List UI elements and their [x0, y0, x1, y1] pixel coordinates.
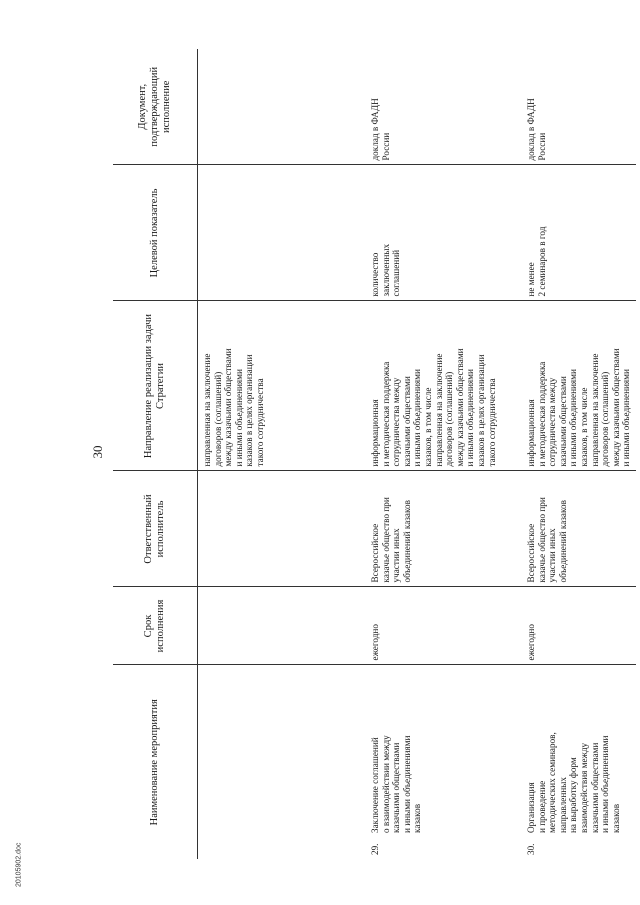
cell-text-line: и методическая поддержка	[536, 361, 547, 467]
cell-direction	[522, 301, 636, 471]
cell-text-line: казачье общество при	[536, 497, 547, 583]
cell-name	[198, 665, 367, 859]
cell-name	[366, 665, 522, 859]
cell-indicator	[366, 165, 522, 301]
cell-text-line: информационная	[370, 399, 380, 467]
cell-text-line: Организация	[526, 782, 536, 833]
cell-text-line: между казачьими обществами	[610, 348, 621, 467]
header-executor: Ответственный исполнитель	[113, 471, 198, 587]
cell-text-line: казаков	[412, 803, 423, 833]
cell-text-line: и иными объединениями	[568, 369, 579, 467]
table-row	[522, 49, 636, 859]
cell-text-line: 2 семинаров в год	[536, 226, 547, 297]
cell-text-line: России	[380, 132, 391, 161]
cell-text-line: доклад в ФАДН	[370, 98, 380, 161]
cell-text-line: методических семинаров,	[547, 732, 558, 833]
cell-executor	[366, 471, 522, 587]
row-number: 29.	[370, 843, 380, 855]
cell-text-line: количество	[370, 252, 380, 297]
header-term: Срок исполнения	[113, 587, 198, 665]
cell-text-line: участии иных	[391, 528, 402, 583]
cell-text-line: направленная на заключение	[589, 353, 600, 467]
cell-text-line: договоров (соглашений)	[212, 371, 223, 467]
cell-direction	[366, 301, 522, 471]
cell-text-line: соглашений	[391, 249, 402, 297]
cell-term	[198, 587, 367, 665]
table-row	[366, 49, 522, 859]
page-number: 30	[90, 445, 105, 459]
cell-text-line: направленных	[557, 777, 568, 833]
cell-direction	[198, 301, 367, 471]
cell-text-line: договоров (соглашений)	[600, 371, 611, 467]
cell-text-line: объединений казаков	[401, 500, 412, 583]
cell-text-line: казаков	[610, 803, 621, 833]
header-direction: Направление реализации задачи Стратегии	[113, 301, 198, 471]
cell-text-line: информационная	[526, 399, 536, 467]
cell-text-line: казаков, в том числе	[422, 387, 433, 467]
cell-term	[522, 587, 636, 665]
cell-text-line: сотрудничества между	[391, 377, 402, 467]
file-footer-label: 20105902.doc	[15, 842, 23, 887]
header-event-name: Наименование мероприятия	[113, 665, 198, 859]
cell-text-line: Заключение соглашений	[370, 737, 380, 833]
cell-text-line: казачьими обществами	[589, 742, 600, 833]
cell-text-line: ежегодно	[526, 624, 536, 661]
cell-document	[522, 49, 636, 165]
cell-text-line: казачьими обществами	[391, 742, 402, 833]
cell-text-line: на выработку форм	[568, 757, 579, 833]
rotated-table-page	[113, 49, 632, 859]
cell-text-line: России	[536, 132, 547, 161]
table-row	[198, 49, 367, 859]
cell-executor	[198, 471, 367, 587]
cell-text-line: ежегодно	[370, 624, 380, 661]
cell-document	[198, 49, 367, 165]
cell-text-line: казачьими обществами	[557, 376, 568, 467]
header-indicator: Целевой показатель	[113, 165, 198, 301]
cell-name	[522, 665, 636, 859]
row-number: 30.	[526, 843, 536, 855]
cell-text-line: и иными объединениями	[465, 369, 476, 467]
cell-text-line: Всероссийское	[526, 523, 536, 583]
cell-text-line: казачьими обществами	[401, 376, 412, 467]
cell-text-line: казаков, в том числе	[578, 387, 589, 467]
cell-text-line: о взаимодействии между	[380, 735, 391, 833]
cell-text-line: между казачьими обществами	[223, 348, 234, 467]
cell-text-line: направленная на заключение	[202, 353, 212, 467]
table-header-row	[113, 49, 198, 859]
cell-text-line: заключенных	[380, 243, 391, 297]
cell-document	[366, 49, 522, 165]
cell-text-line: объединений казаков	[557, 500, 568, 583]
cell-text-line: казаков в целях организации	[475, 354, 486, 467]
cell-text-line: такого сотрудничества	[254, 378, 265, 467]
cell-text-line: договоров (соглашений)	[444, 371, 455, 467]
cell-term	[366, 587, 522, 665]
cell-text-line: и методическая поддержка	[380, 361, 391, 467]
cell-text-line: и иными объединениями	[600, 735, 611, 833]
cell-text-line: казаков в целях организации	[244, 354, 255, 467]
cell-executor	[522, 471, 636, 587]
cell-text-line: сотрудничества между	[547, 377, 558, 467]
cell-text-line: казачье общество при	[380, 497, 391, 583]
cell-text-line: и иными объединениями	[412, 369, 423, 467]
cell-text-line: и иными объединениями	[621, 369, 632, 467]
header-document: Документ, подтверждающий исполнение	[113, 49, 198, 165]
cell-text-line: направленная на заключение	[433, 353, 444, 467]
cell-text-line: Всероссийское	[370, 523, 380, 583]
events-table	[113, 49, 636, 859]
cell-text-line: участии иных	[547, 528, 558, 583]
cell-indicator	[522, 165, 636, 301]
cell-text-line: не менее	[526, 262, 536, 297]
cell-text-line: между казачьими обществами	[454, 348, 465, 467]
cell-text-line: взаимодействия между	[578, 742, 589, 833]
cell-indicator	[198, 165, 367, 301]
cell-text-line: доклад в ФАДН	[526, 98, 536, 161]
cell-text-line: и иными объединениями	[401, 735, 412, 833]
cell-text-line: такого сотрудничества	[486, 378, 497, 467]
cell-text-line: и иными объединениями	[233, 369, 244, 467]
cell-text-line: и проведение	[536, 780, 547, 833]
